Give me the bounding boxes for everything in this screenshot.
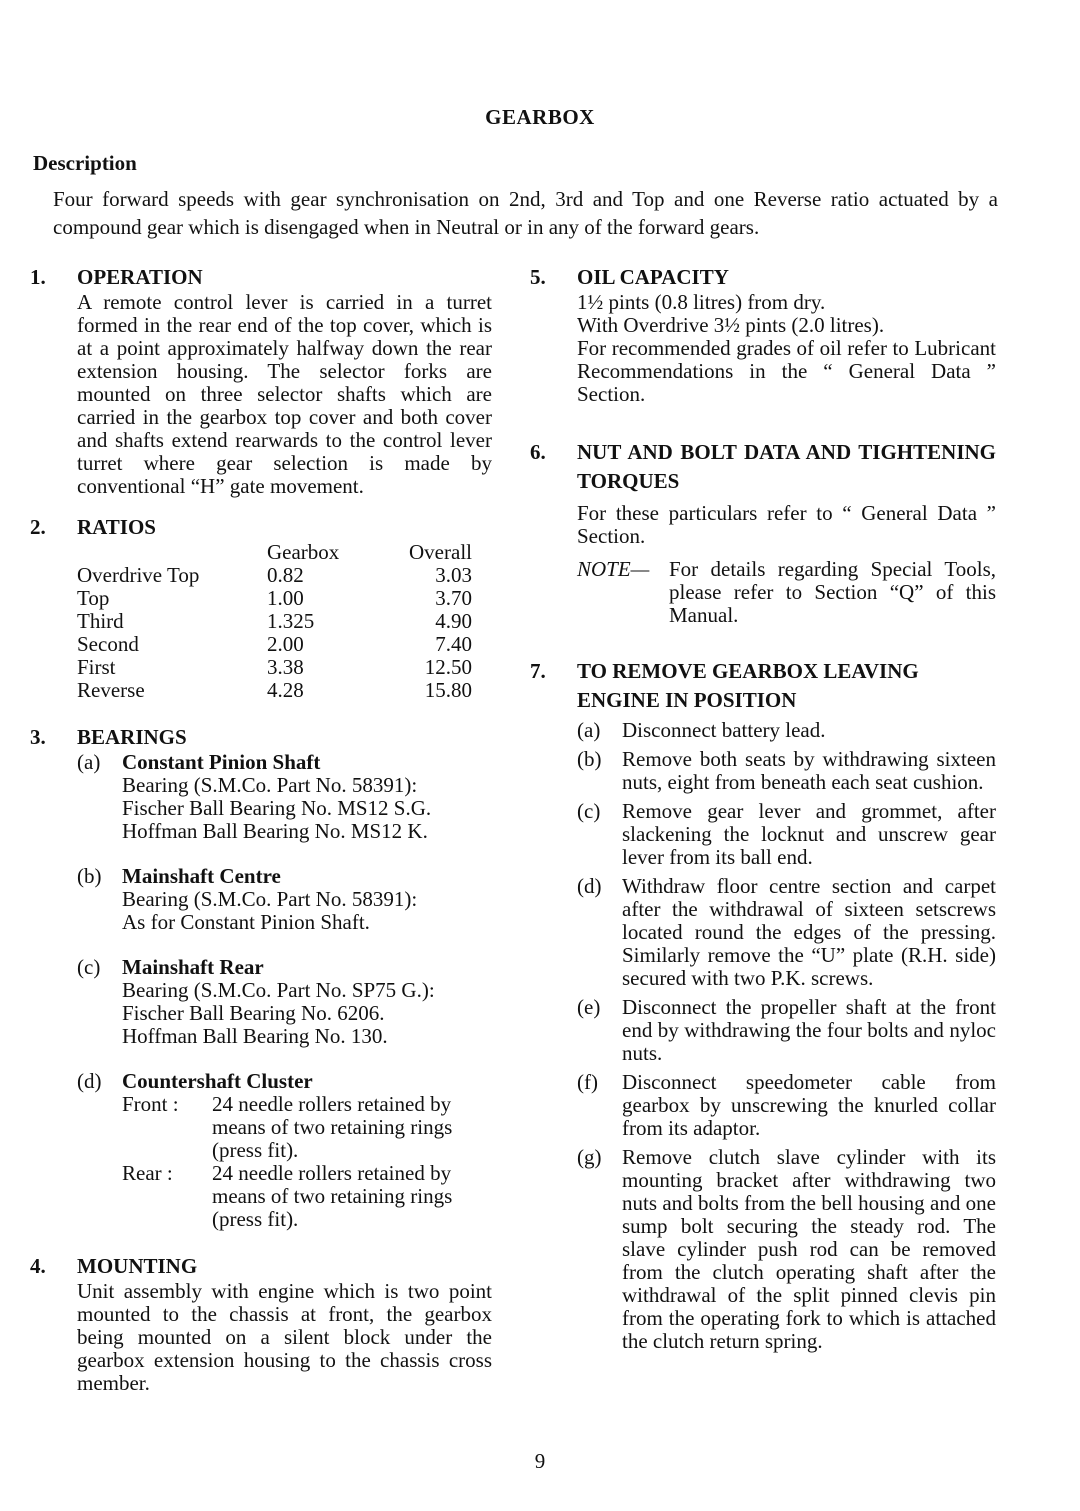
item-line: Bearing (S.M.Co. Part No. 58391):: [122, 773, 418, 797]
item-line: Hoffman Ball Bearing No. 130.: [122, 1024, 388, 1048]
item-line: Fischer Ball Bearing No. MS12 S.G.: [122, 796, 432, 820]
item-line: Bearing (S.M.Co. Part No. 58391):: [122, 887, 418, 911]
section-number: 7.: [530, 659, 546, 683]
table-cell: 15.80: [424, 678, 472, 702]
cluster-text: 24 needle rollers retained by means of two retaining rings (press fit).: [212, 1092, 453, 1162]
note-text: For details regarding Special Tools, please refer to Section “Q” of this Manual.: [669, 557, 996, 627]
section-operation: [30, 264, 492, 498]
table-row: [77, 679, 472, 702]
bearing-item: [77, 1070, 492, 1231]
section-number: 2.: [30, 515, 46, 539]
table-cell: First: [77, 655, 116, 679]
table-cell: 1.325: [267, 609, 315, 633]
cluster-label: Rear :: [122, 1161, 173, 1185]
section-number: 3.: [30, 725, 46, 749]
item-line: Hoffman Ball Bearing No. MS12 K.: [122, 819, 428, 843]
list-item: [577, 996, 996, 1065]
section-number: 4.: [30, 1254, 46, 1278]
table-cell: 0.82: [267, 563, 304, 587]
item-letter: (c): [577, 799, 601, 823]
oil-line: With Overdrive 3½ pints (2.0 litres).: [577, 313, 885, 337]
section-heading: OPERATION: [77, 265, 203, 289]
cluster-label: Front :: [122, 1092, 179, 1116]
ratios-table: [77, 541, 472, 702]
item-letter: (a): [577, 718, 601, 742]
table-cell: 3.03: [435, 563, 472, 587]
section-heading: OIL CAPACITY: [577, 265, 729, 289]
bearing-item: [77, 956, 492, 1048]
page-number: 9: [534, 1449, 546, 1473]
section-nut-bolt-data: [530, 438, 996, 627]
item-letter: (b): [577, 747, 602, 771]
operation-text: A remote control lever is carried in a turret formed in the rear end of the top cover, which is at a point approximately halfway down the rear extension housing. The selector forks are mounted on three selector shafts which are carried in the gearbox top cover and both cover and shafts extend rearwards to the control lever turret where gear selection is made by conventional “H” gate movement.: [77, 290, 492, 498]
bearing-item: [77, 865, 492, 934]
section-ratios: [30, 514, 492, 702]
item-text: Remove gear lever and grommet, after slackening the locknut and unscrew gear lever from its ball end.: [622, 799, 996, 869]
left-column: [30, 264, 492, 1395]
table-cell: Second: [77, 632, 139, 656]
item-text: Disconnect the propeller shaft at the front end by withdrawing the four bolts and nyloc nuts.: [622, 995, 996, 1065]
oil-line: For recommended grades of oil refer to Lubricant Recommendations in the “ General Data ” Section.: [577, 336, 996, 406]
item-letter: (d): [577, 874, 602, 898]
item-title: Mainshaft Centre: [122, 864, 281, 888]
table-row: [77, 564, 472, 587]
table-header: Gearbox: [267, 540, 340, 564]
cluster-text: 24 needle rollers retained by means of two retaining rings (press fit).: [212, 1161, 453, 1231]
section-number: 5.: [530, 265, 546, 289]
section-mounting: [30, 1253, 492, 1395]
table-cell: 4.28: [267, 678, 304, 702]
list-item: [577, 1071, 996, 1140]
list-item: [577, 800, 996, 869]
item-text: Withdraw floor centre section and carpet after the withdrawal of sixteen setscrews located round the edges of the pressing. Similarly remove the “U” plate (R.H. side) secured with two P.K. screws.: [622, 874, 996, 990]
page-title: GEARBOX: [485, 105, 595, 129]
item-letter: (f): [577, 1070, 598, 1094]
oil-line: 1½ pints (0.8 litres) from dry.: [577, 290, 826, 314]
table-cell: Reverse: [77, 678, 145, 702]
table-cell: 1.00: [267, 586, 304, 610]
description-text: Four forward speeds with gear synchronisation on 2nd, 3rd and Top and one Reverse ratio actuated by a compound gear which is disengaged when in Neutral or in any of the forward gears.: [53, 187, 998, 239]
table-cell: 7.40: [435, 632, 472, 656]
item-title: Countershaft Cluster: [122, 1069, 313, 1093]
description-heading: Description: [33, 151, 137, 175]
item-letter: (a): [77, 750, 101, 774]
item-letter: (g): [577, 1145, 602, 1169]
table-cell: 12.50: [424, 655, 472, 679]
table-header: Overall: [409, 540, 472, 564]
table-cell: 3.38: [267, 655, 304, 679]
item-letter: (d): [77, 1069, 102, 1093]
item-text: Disconnect speedometer cable from gearbox by unscrewing the knurled collar from its adaptor.: [622, 1070, 996, 1140]
table-cell: Top: [77, 586, 110, 610]
section-bearings: [30, 724, 492, 1231]
bearing-item: [77, 751, 492, 843]
item-letter: (b): [77, 864, 102, 888]
table-cell: 4.90: [435, 609, 472, 633]
note: [577, 558, 996, 627]
item-line: As for Constant Pinion Shaft.: [122, 910, 370, 934]
section-heading: NUT AND BOLT DATA AND TIGHTENING TORQUES: [577, 440, 996, 493]
list-item: [577, 719, 996, 742]
item-text: Disconnect battery lead.: [622, 718, 826, 742]
table-cell: Overdrive Top: [77, 563, 200, 587]
table-row: [77, 587, 472, 610]
table-row: [77, 610, 472, 633]
section-oil-capacity: [530, 264, 996, 406]
nut-text: For these particulars refer to “ General Data ” Section.: [577, 501, 996, 548]
section-heading: RATIOS: [77, 515, 156, 539]
section-number: 1.: [30, 265, 46, 289]
table-row: [77, 656, 472, 679]
table-cell: Third: [77, 609, 124, 633]
item-title: Mainshaft Rear: [122, 955, 264, 979]
item-letter: (c): [77, 955, 101, 979]
item-line: Fischer Ball Bearing No. 6206.: [122, 1001, 385, 1025]
item-letter: (e): [577, 995, 601, 1019]
list-item: [577, 1146, 996, 1353]
table-header: [77, 541, 267, 564]
item-text: Remove both seats by withdrawing sixteen nuts, eight from beneath each seat cushion.: [622, 747, 996, 794]
note-label: NOTE—: [577, 557, 650, 581]
item-title: Constant Pinion Shaft: [122, 750, 321, 774]
mounting-text: Unit assembly with engine which is two point mounted to the chassis at front, the gearbox being mounted on a silent block under the gearbox extension housing to the chassis cross member.: [77, 1279, 492, 1395]
table-header-row: [77, 541, 472, 564]
list-item: [577, 875, 996, 990]
table-cell: 2.00: [267, 632, 304, 656]
list-item: [577, 748, 996, 794]
section-heading: BEARINGS: [77, 725, 187, 749]
item-line: Bearing (S.M.Co. Part No. SP75 G.):: [122, 978, 435, 1002]
section-heading: MOUNTING: [77, 1254, 198, 1278]
section-heading: TO REMOVE GEARBOX LEAVING ENGINE IN POSITION: [577, 659, 919, 712]
item-text: Remove clutch slave cylinder with its mounting bracket after withdrawing two nuts and bolts from the bell housing and one sump bolt securing the steady rod. The slave cylinder push rod can be removed from the clutch operating shaft after the withdrawal of the split pinned clevis pin from the operating fork to which is attached the clutch return spring.: [622, 1145, 996, 1353]
section-remove-gearbox: [530, 657, 996, 1353]
table-row: [77, 633, 472, 656]
right-column: [530, 264, 996, 1353]
section-number: 6.: [530, 440, 546, 464]
table-cell: 3.70: [435, 586, 472, 610]
